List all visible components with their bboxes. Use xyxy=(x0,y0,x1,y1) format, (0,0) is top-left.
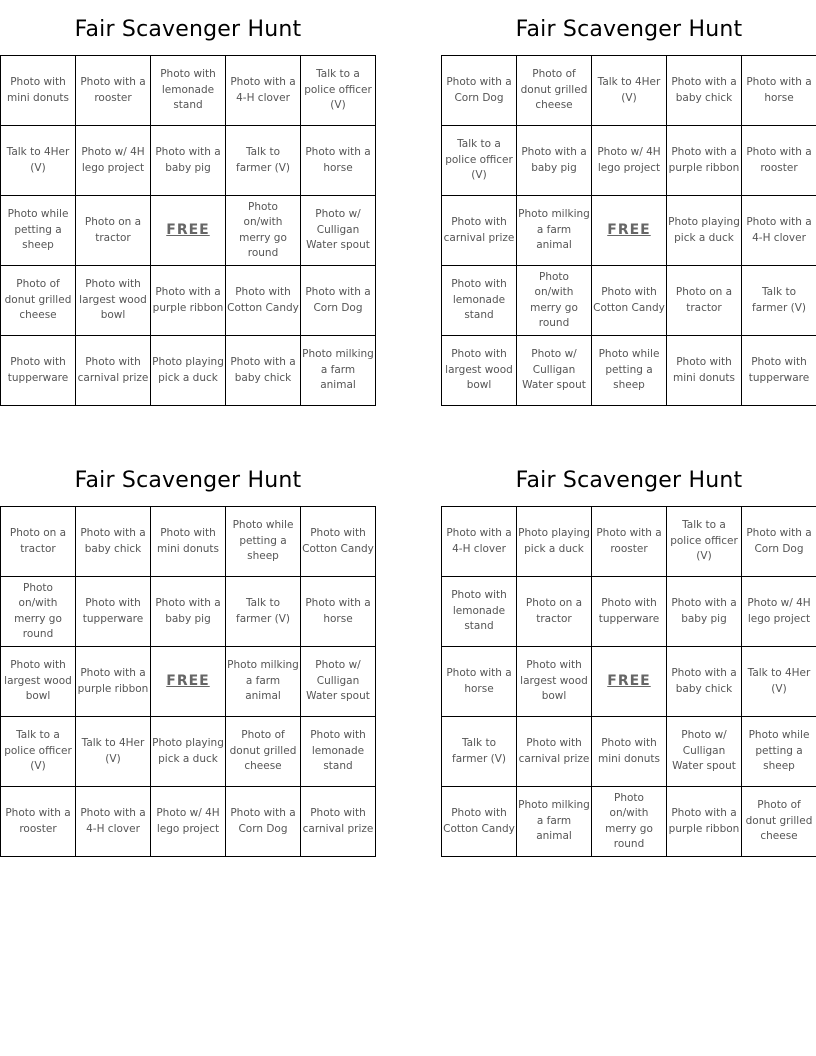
bingo-cell: Talk to 4Her (V) xyxy=(1,126,76,196)
bingo-cell: Photo with carnival prize xyxy=(301,787,376,857)
bingo-cell: Photo w/ 4H lego project xyxy=(151,787,226,857)
bingo-cell: Talk to 4Her (V) xyxy=(592,56,667,126)
bingo-cell: Photo of donut grilled cheese xyxy=(226,717,301,787)
bingo-cell: Photo with tupperware xyxy=(76,577,151,647)
bingo-cell: Photo with largest wood bowl xyxy=(442,336,517,406)
bingo-cell: Photo with largest wood bowl xyxy=(76,266,151,336)
free-space: FREE xyxy=(592,647,667,717)
bingo-cell: Photo with a baby chick xyxy=(667,647,742,717)
bingo-cell: Photo with mini donuts xyxy=(667,336,742,406)
free-space: FREE xyxy=(592,196,667,266)
bingo-cell: Photo w/ 4H lego project xyxy=(742,577,816,647)
bingo-cell: Photo with a Corn Dog xyxy=(442,56,517,126)
bingo-grid xyxy=(441,506,816,857)
bingo-cell: Photo with mini donuts xyxy=(151,507,226,577)
bingo-cell: Photo with carnival prize xyxy=(517,717,592,787)
bingo-cell: Photo with largest wood bowl xyxy=(1,647,76,717)
bingo-cell: Photo with a Corn Dog xyxy=(301,266,376,336)
bingo-cell: Talk to farmer (V) xyxy=(226,577,301,647)
bingo-cell: Photo with a 4-H clover xyxy=(742,196,816,266)
bingo-card-2 xyxy=(441,1,816,406)
bingo-cell: Talk to a police officer (V) xyxy=(301,56,376,126)
bingo-cell: Photo with a baby chick xyxy=(76,507,151,577)
bingo-cell: Photo on/with merry go round xyxy=(1,577,76,647)
bingo-cell: Photo with a 4-H clover xyxy=(76,787,151,857)
bingo-cell: Photo with lemonade stand xyxy=(442,266,517,336)
bingo-cell: Photo with tupperware xyxy=(1,336,76,406)
bingo-cell: Photo with a rooster xyxy=(592,507,667,577)
bingo-cell: Photo with a purple ribbon xyxy=(151,266,226,336)
bingo-cell: Talk to farmer (V) xyxy=(442,717,517,787)
bingo-cell: Talk to a police officer (V) xyxy=(1,717,76,787)
bingo-cell: Photo w/ 4H lego project xyxy=(76,126,151,196)
bingo-cell: Photo with a rooster xyxy=(76,56,151,126)
bingo-cell: Photo with a horse xyxy=(301,577,376,647)
bingo-cell: Photo while petting a sheep xyxy=(1,196,76,266)
bingo-cell: Photo with largest wood bowl xyxy=(517,647,592,717)
bingo-cell: Photo with a horse xyxy=(742,56,816,126)
bingo-cell: Photo with Cotton Candy xyxy=(226,266,301,336)
bingo-cell: Photo playing pick a duck xyxy=(667,196,742,266)
bingo-cell: Photo with a baby pig xyxy=(667,577,742,647)
bingo-grid xyxy=(0,506,376,857)
bingo-cell: Talk to farmer (V) xyxy=(226,126,301,196)
bingo-cell: Photo with a rooster xyxy=(742,126,816,196)
bingo-cell: Photo w/ 4H lego project xyxy=(592,126,667,196)
bingo-cell: Photo with a rooster xyxy=(1,787,76,857)
bingo-grid xyxy=(441,55,816,406)
bingo-cell: Photo on/with merry go round xyxy=(592,787,667,857)
bingo-cell: Photo with a purple ribbon xyxy=(76,647,151,717)
bingo-cell: Talk to farmer (V) xyxy=(742,266,816,336)
bingo-cell: Photo milking a farm animal xyxy=(226,647,301,717)
bingo-cell: Photo with lemonade stand xyxy=(301,717,376,787)
bingo-cell: Photo with a purple ribbon xyxy=(667,787,742,857)
bingo-cell: Photo with a baby chick xyxy=(226,336,301,406)
card-title: Fair Scavenger Hunt xyxy=(74,17,302,42)
bingo-cell: Photo milking a farm animal xyxy=(517,196,592,266)
bingo-cell: Photo on a tractor xyxy=(667,266,742,336)
bingo-grid xyxy=(0,55,376,406)
bingo-cell: Photo playing pick a duck xyxy=(151,336,226,406)
bingo-cell: Photo on a tractor xyxy=(517,577,592,647)
bingo-cell: Photo with Cotton Candy xyxy=(592,266,667,336)
bingo-cell: Photo with tupperware xyxy=(592,577,667,647)
bingo-cell: Photo with lemonade stand xyxy=(442,577,517,647)
bingo-cell: Photo of donut grilled cheese xyxy=(1,266,76,336)
bingo-cell: Photo with a 4-H clover xyxy=(442,507,517,577)
bingo-cell: Photo with mini donuts xyxy=(1,56,76,126)
bingo-cell: Photo with a Corn Dog xyxy=(742,507,816,577)
bingo-cell: Photo on a tractor xyxy=(1,507,76,577)
card-title: Fair Scavenger Hunt xyxy=(74,468,302,493)
bingo-cell: Photo with carnival prize xyxy=(442,196,517,266)
bingo-cell: Photo playing pick a duck xyxy=(517,507,592,577)
bingo-cell: Talk to a police officer (V) xyxy=(442,126,517,196)
bingo-cell: Photo milking a farm animal xyxy=(301,336,376,406)
bingo-cell: Photo with Cotton Candy xyxy=(301,507,376,577)
bingo-cell: Photo w/ Culligan Water spout xyxy=(517,336,592,406)
bingo-cell: Photo with a horse xyxy=(442,647,517,717)
bingo-cell: Photo with a baby pig xyxy=(151,126,226,196)
bingo-cell: Photo while petting a sheep xyxy=(592,336,667,406)
bingo-cell: Photo playing pick a duck xyxy=(151,717,226,787)
bingo-cell: Photo with tupperware xyxy=(742,336,816,406)
bingo-cell: Photo w/ Culligan Water spout xyxy=(301,647,376,717)
bingo-card-1 xyxy=(0,1,376,406)
bingo-card-3 xyxy=(0,452,376,857)
card-title: Fair Scavenger Hunt xyxy=(515,17,743,42)
bingo-cell: Talk to 4Her (V) xyxy=(742,647,816,717)
bingo-cell: Photo while petting a sheep xyxy=(226,507,301,577)
bingo-cell: Photo with a 4-H clover xyxy=(226,56,301,126)
bingo-cell: Photo with a baby pig xyxy=(151,577,226,647)
bingo-cell: Photo with a Corn Dog xyxy=(226,787,301,857)
bingo-cell: Photo on/with merry go round xyxy=(517,266,592,336)
bingo-cell: Talk to 4Her (V) xyxy=(76,717,151,787)
bingo-cell: Photo while petting a sheep xyxy=(742,717,816,787)
bingo-cell: Photo with a purple ribbon xyxy=(667,126,742,196)
bingo-cell: Photo on/with merry go round xyxy=(226,196,301,266)
bingo-cell: Photo with a baby chick xyxy=(667,56,742,126)
bingo-cell: Photo milking a farm animal xyxy=(517,787,592,857)
bingo-cell: Photo with a baby pig xyxy=(517,126,592,196)
bingo-cell: Photo with mini donuts xyxy=(592,717,667,787)
card-title: Fair Scavenger Hunt xyxy=(515,468,743,493)
bingo-cell: Photo w/ Culligan Water spout xyxy=(301,196,376,266)
bingo-cell: Photo with Cotton Candy xyxy=(442,787,517,857)
free-space: FREE xyxy=(151,196,226,266)
bingo-cell: Photo w/ Culligan Water spout xyxy=(667,717,742,787)
bingo-card-4 xyxy=(441,452,816,857)
bingo-cell: Photo on a tractor xyxy=(76,196,151,266)
bingo-cell: Talk to a police officer (V) xyxy=(667,507,742,577)
bingo-cell: Photo with a horse xyxy=(301,126,376,196)
bingo-cell: Photo of donut grilled cheese xyxy=(517,56,592,126)
bingo-cell: Photo with carnival prize xyxy=(76,336,151,406)
bingo-cell: Photo of donut grilled cheese xyxy=(742,787,816,857)
bingo-cell: Photo with lemonade stand xyxy=(151,56,226,126)
free-space: FREE xyxy=(151,647,226,717)
